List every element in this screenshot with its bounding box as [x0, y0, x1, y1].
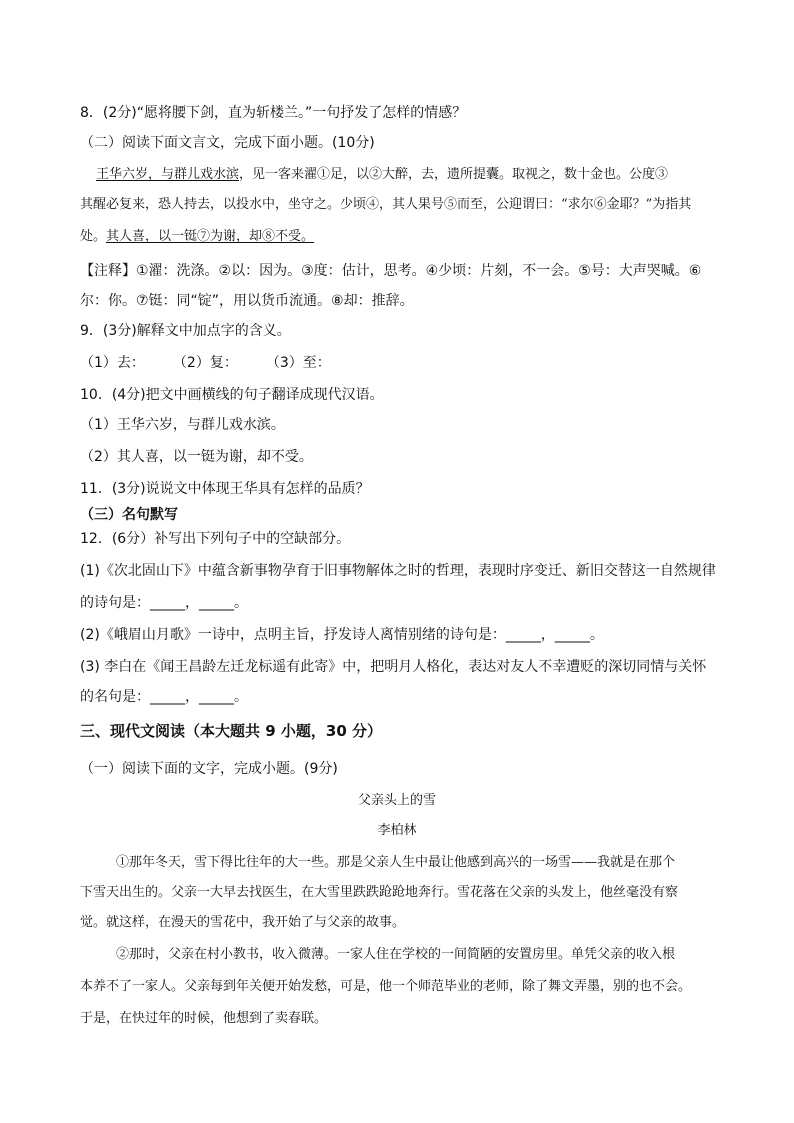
question-12: 12．(6分）补写出下列句子中的空缺部分。 — [80, 531, 351, 547]
question-9-items: （1）去： （2）复： （3）至： — [80, 355, 331, 371]
part-3-title: （三）名句默写 — [80, 507, 178, 523]
notes-line-2: 尔：你。⑦铤：同“锭”，用以货币流通。⑧却：推辞。 — [80, 293, 414, 309]
passage-line-2: 其醒必复来，恐人持去，以投水中，坐守之。少顷④，其人果号⑤而至，公迎谓曰：“求尔⑥金耶？”为指其 — [80, 197, 692, 212]
question-12-2: (2)《峨眉山月歌》一诗中，点明主旨，抒发诗人离情别绪的诗句是：_____，_____。 — [80, 627, 604, 643]
passage-line-1-rest: ，见一客来濯①足，以②大醉，去，遗所提囊。取视之，数十金也。公度③ — [239, 167, 669, 182]
passage-line-3 — [80, 228, 314, 246]
paragraph-1-line-2: 下雪天出生的。父亲一大早去找医生，在大雪里跌跌跄跄地奔行。雪花落在父亲的头发上，他丝毫没有察 — [80, 885, 679, 900]
passage-underlined-sentence-1: 王华六岁，与群儿戏水滨 — [96, 167, 240, 182]
essay-title: 父亲头上的雪 — [357, 793, 436, 808]
question-8: 8．(2分)“愿将腰下剑，直为斩楼兰。”一句抒发了怎样的情感？ — [80, 105, 467, 121]
question-9: 9．(3分)解释文中加点字的含义。 — [80, 323, 291, 339]
paragraph-1-line-1: ①那年冬天，雪下得比往年的大一些。那是父亲人生中最让他感到高兴的一场雪——我就是在那个 — [116, 855, 676, 870]
passage-underlined-sentence-2: 其人喜，以一铤⑦为谢，却⑧不受。 — [106, 229, 315, 244]
question-12-3-line-1: (3) 李白在《闻王昌龄左迁龙标遥有此寄》中，把明月人格化，表达对友人不幸遭贬的深切同情与关怀 — [80, 659, 707, 675]
question-12-3-line-2: 的名句是：_____，_____。 — [80, 689, 248, 705]
passage-line-3-prefix: 处。 — [80, 229, 107, 244]
notes-line-1: 【注释】①濯：洗涤。②以：因为。③度：估计，思考。④少顷：片刻，不一会。⑤号：大声哭喊。⑥ — [80, 263, 702, 279]
paragraph-1-line-3: 觉。就这样，在漫天的雪花中，我开始了与父亲的故事。 — [80, 915, 406, 930]
section-3-heading: 三、现代文阅读（本大题共 9 小题，30 分） — [80, 722, 382, 740]
essay-author: 李柏林 — [377, 823, 417, 838]
paragraph-2-line-3: 于是，在快过年的时候，他想到了卖春联。 — [80, 1011, 328, 1026]
paragraph-2-line-2: 本养不了一家人。父亲每到年关便开始发愁，可是，他一个师范毕业的老师，除了舞文弄墨，别的也不会。 — [80, 979, 692, 994]
question-12-1-line-2: 的诗句是：_____，_____。 — [80, 595, 248, 611]
question-10: 10．(4分)把文中画横线的句子翻译成现代汉语。 — [80, 387, 384, 403]
question-10-1: （1）王华六岁，与群儿戏水滨。 — [80, 417, 285, 433]
subsection-1-title: （一）阅读下面的文字，完成小题。(9分) — [80, 761, 338, 777]
part-2-title: （二）阅读下面文言文，完成下面小题。(10分) — [80, 135, 375, 151]
paragraph-2-line-1: ②那时，父亲在村小教书，收入微薄。一家人住在学校的一间简陋的安置房里。单凭父亲的收入根 — [116, 947, 676, 962]
question-12-1-line-1: (1)《次北固山下》中蕴含新事物孕育于旧事物解体之时的哲理，表现时序变迁、新旧交替这一自然规律 — [80, 563, 716, 579]
question-10-2: （2）其人喜，以一铤为谢，却不受。 — [80, 449, 313, 465]
question-11: 11．(3分)说说文中体现王华具有怎样的品质？ — [80, 481, 370, 497]
passage-line-1 — [96, 166, 668, 184]
